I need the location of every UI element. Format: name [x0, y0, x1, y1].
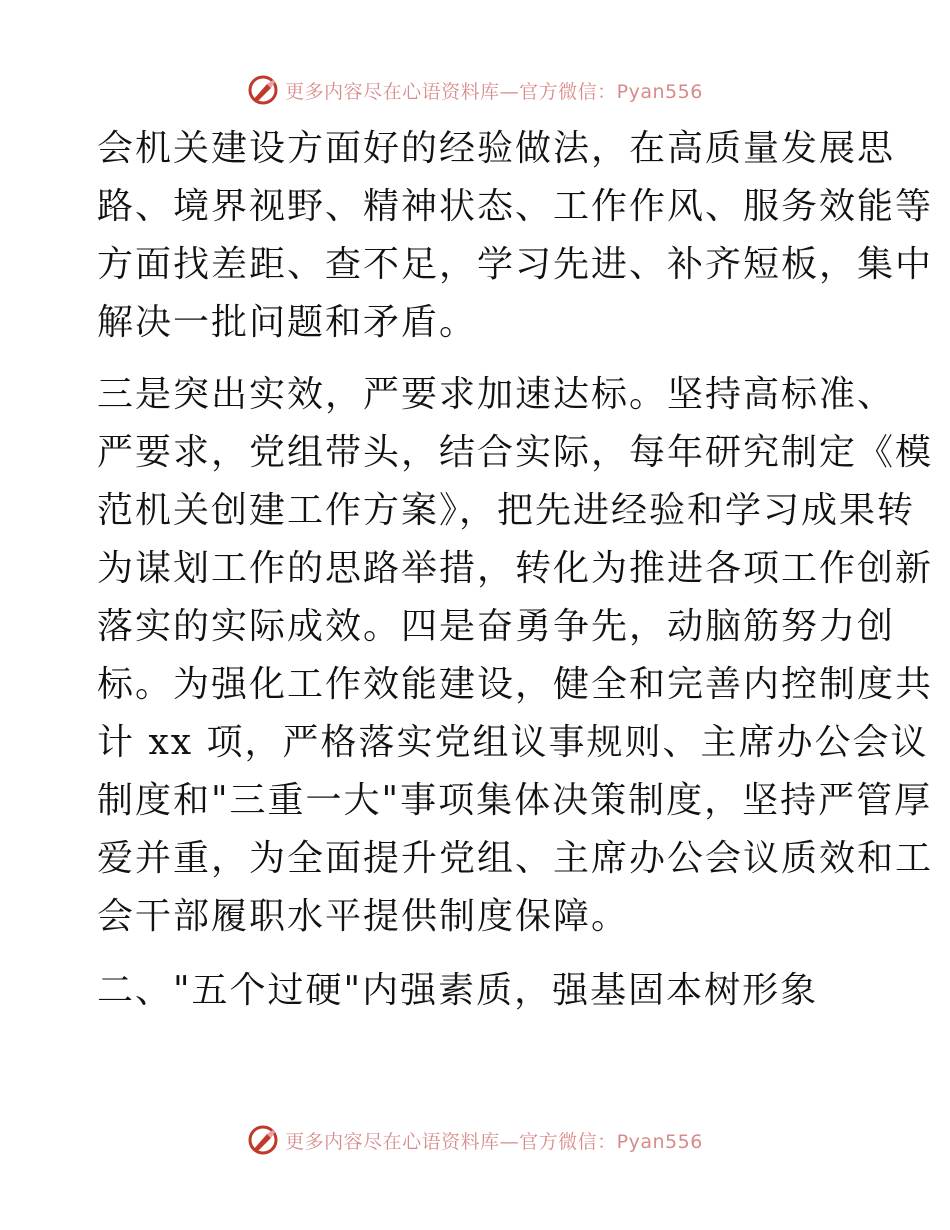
pen-logo-icon [247, 1124, 279, 1156]
watermark-footer [0, 1120, 950, 1160]
section-heading: 二、"五个过硬"内强素质，强基固本树形象 [97, 970, 819, 1011]
text-line: 会机关建设方面好的经验做法，在高质量发展思 [97, 128, 896, 169]
text-line: 制度和"三重一大"事项集体决策制度，坚持严管厚 [97, 780, 933, 821]
text-line: 严要求，党组带头，结合实际，每年研究制定《模 [97, 432, 934, 473]
paragraph-1 [97, 120, 934, 352]
text-line: 范机关创建工作方案》，把先进经验和学习成果转 [97, 490, 916, 531]
text-line: 计 xx 项，严格落实党组议事规则、主席办公会议 [97, 722, 929, 763]
text-line: 落实的实际成效。四是奋勇争先，动脑筋努力创 [97, 606, 896, 647]
text-line: 三是突出实效，严要求加速达标。坚持高标准、 [97, 374, 896, 415]
text-line: 会干部履职水平提供制度保障。 [97, 896, 630, 937]
watermark-text: 更多内容尽在心语资料库—官方微信：Pyan556 [285, 80, 703, 103]
paragraph-2 [97, 366, 934, 946]
watermark-text: 更多内容尽在心语资料库—官方微信：Pyan556 [285, 1130, 703, 1153]
text-line: 方面找差距、查不足，学习先进、补齐短板，集中 [97, 244, 934, 285]
text-line: 爱并重，为全面提升党组、主席办公会议质效和工 [97, 838, 934, 879]
pen-logo-icon [247, 74, 279, 106]
text-line: 标。为强化工作效能建设，健全和完善内控制度共 [97, 664, 934, 705]
watermark-header [0, 70, 950, 110]
text-line: 解决一批问题和矛盾。 [97, 302, 478, 343]
text-line: 为谋划工作的思路举措，转化为推进各项工作创新 [97, 548, 934, 589]
text-line: 路、境界视野、精神状态、工作作风、服务效能等 [97, 186, 934, 227]
document-body [97, 120, 934, 1020]
